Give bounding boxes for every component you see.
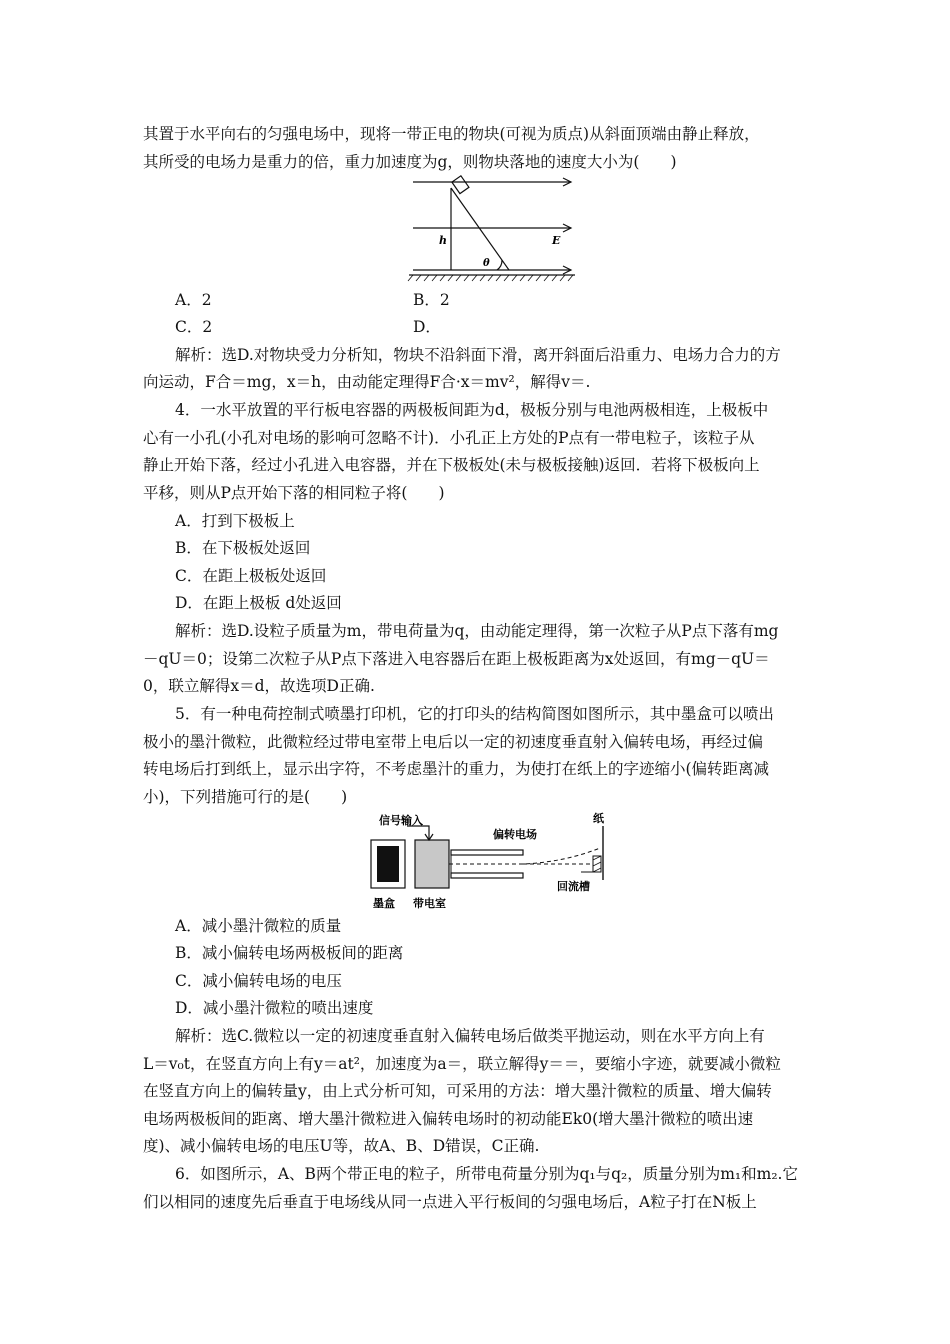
q5-charging-chamber-label: 带电室 [413, 897, 446, 910]
q5-stem-line2: 极小的墨汁微粒，此微粒经过带电室带上电后以一定的初速度垂直射入偏转电场，再经过偏 [143, 733, 764, 751]
q4-stem-line2: 心有一小孔(小孔对电场的影响可忽略不计)．小孔正上方处的P点有一带电粒子，该粒子从 [143, 429, 755, 447]
q3-e-label: E [552, 234, 561, 247]
q5-analysis-line4: 电场两极板间的距离、增大墨汁微粒进入偏转电场时的初动能Ek0(增大墨汁微粒的喷出速 [143, 1110, 754, 1128]
q5-return-tank-label: 回流槽 [557, 880, 590, 893]
q5-option-a: A．减小墨汁微粒的质量 [175, 917, 342, 935]
q5-option-b: B．减小偏转电场两极板间的距离 [175, 944, 404, 962]
q4-analysis-line1: 解析：选D.设粒子质量为m，带电荷量为q，由动能定理得，第一次粒子从P点下落有mg [175, 622, 779, 640]
q5-deflection-field-label: 偏转电场 [493, 828, 537, 841]
q4-analysis-line3: 0，联立解得x＝d，故选项D正确. [143, 677, 375, 695]
q3-option-d: D． [413, 318, 441, 336]
q3-stem-line1: 其置于水平向右的匀强电场中，现将一带正电的物块(可视为质点)从斜面顶端由静止释放， [143, 125, 760, 143]
q3-incline-figure [405, 172, 580, 284]
q6-stem-line1: 6．如图所示，A、B两个带正电的粒子，所带电荷量分别为q₁与q₂，质量分别为m₁和m₂.它 [175, 1165, 798, 1183]
q5-analysis-line2: L＝v₀t，在竖直方向上有y＝at²，加速度为a＝，联立解得y＝＝，要缩小字迹，就要减小微粒 [143, 1055, 781, 1073]
q5-analysis-line3: 在竖直方向上的偏转量y，由上式分析可知，可采用的方法：增大墨汁微粒的质量、增大偏转 [143, 1082, 772, 1100]
q5-analysis-line5: 度)、减小偏转电场的电压U等，故A、B、D错误，C正确. [143, 1137, 540, 1155]
q5-signal-input-label: 信号输入 [379, 814, 423, 827]
q3-option-c: C．2 [175, 318, 213, 336]
q5-stem-line1: 5．有一种电荷控制式喷墨打印机，它的打印头的结构简图如图所示，其中墨盒可以喷出 [175, 705, 774, 723]
q4-option-a: A．打到下极板上 [175, 512, 295, 530]
q5-paper-label: 纸 [593, 812, 604, 825]
q6-stem-line2: 们以相同的速度先后垂直于电场线从同一点进入平行板间的匀强电场后，A粒子打在N板上 [143, 1193, 757, 1211]
q4-analysis-line2: －qU＝0；设第二次粒子从P点下落进入电容器后在距上极板距离为x处返回，有mg－qU＝ [143, 650, 770, 668]
q4-stem-line1: 4．一水平放置的平行板电容器的两极板间距为d，极板分别与电池两极相连，上极板中 [175, 401, 769, 419]
q5-option-c: C．减小偏转电场的电压 [175, 972, 342, 990]
q5-analysis-line1: 解析：选C.微粒以一定的初速度垂直射入偏转电场后做类平抛运动，则在水平方向上有 [175, 1027, 765, 1045]
q3-theta-label: θ [483, 258, 490, 269]
q5-option-d: D．减小墨汁微粒的喷出速度 [175, 999, 374, 1017]
q4-stem-line4: 平移，则从P点开始下落的相同粒子将( ) [143, 484, 445, 502]
q3-analysis-line1: 解析：选D.对物块受力分析知，物块不沿斜面下滑，离开斜面后沿重力、电场力合力的方 [175, 346, 781, 364]
q3-analysis-line2: 向运动，F合＝mg，x＝h，由动能定理得F合·x＝mv²，解得v＝. [143, 373, 591, 391]
q4-option-d: D．在距上极板 d处返回 [175, 594, 342, 612]
q4-option-c: C．在距上极板处返回 [175, 567, 327, 585]
q5-ink-box-label: 墨盒 [373, 897, 395, 910]
q5-stem-line3: 转电场后打到纸上，显示出字符，不考虑墨汁的重力，为使打在纸上的字迹缩小(偏转距离减 [143, 760, 770, 778]
q3-option-b: B．2 [413, 291, 450, 309]
q3-option-a: A．2 [175, 291, 212, 309]
q4-stem-line3: 静止开始下落，经过小孔进入电容器，并在下极板处(未与极板接触)返回．若将下极板向上 [143, 456, 760, 474]
q5-printer-figure [365, 812, 620, 914]
q5-stem-line4: 小)，下列措施可行的是( ) [143, 788, 348, 806]
q3-h-label: h [439, 234, 447, 247]
q3-stem-line2: 其所受的电场力是重力的倍，重力加速度为g，则物块落地的速度大小为( ) [143, 153, 677, 171]
q4-option-b: B．在下极板处返回 [175, 539, 311, 557]
